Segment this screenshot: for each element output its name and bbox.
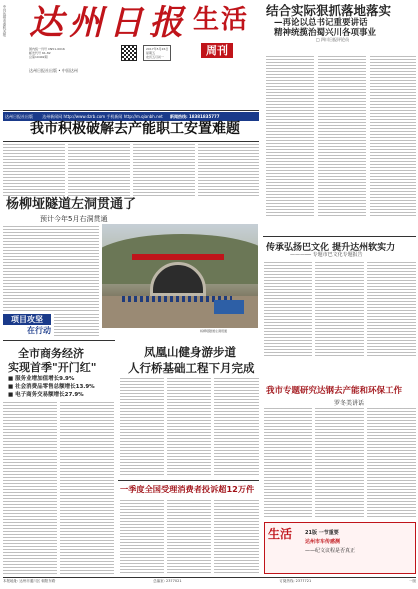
project-label-top: 项目攻坚 bbox=[3, 314, 51, 325]
main-text bbox=[68, 144, 130, 196]
masthead-weekly: 周刊 bbox=[201, 43, 233, 58]
culture-text bbox=[315, 262, 364, 356]
tunnel-subheadline: 预计今年5月右洞贯通 bbox=[40, 215, 108, 223]
culture-text bbox=[367, 262, 416, 356]
tunnel-headline: 杨柳垭隧道左洞贯通了 bbox=[6, 197, 137, 212]
commerce-bullets bbox=[8, 375, 95, 399]
masthead-section: 生活 bbox=[193, 5, 250, 35]
right-byline: □ 四川日报评论员 bbox=[316, 37, 350, 42]
commerce-bullet: ■ 服务业增加值增长9.9% bbox=[8, 376, 75, 382]
main-headline: 我市积极破解去产能职工安置难题 bbox=[30, 121, 240, 137]
commerce-text bbox=[3, 402, 57, 574]
complaint-headline: 一季度全国受理消费者投诉超12万件 bbox=[120, 484, 255, 494]
tunnel-banner bbox=[132, 254, 224, 260]
date-line: 星期五 bbox=[146, 51, 156, 55]
footer-right: 订阅热线: 2377721 bbox=[279, 579, 312, 583]
reform-text bbox=[264, 408, 312, 518]
promo-box bbox=[264, 522, 416, 574]
commerce-bullet: ■ 电子商务交易额增长27.9% bbox=[8, 392, 84, 398]
bar-left: 达州日报社出版 bbox=[5, 114, 33, 119]
complaint-text bbox=[214, 500, 259, 574]
promo-line: ——纪文议程是否真正 bbox=[305, 548, 356, 554]
culture-sub-text: —── 专题市巴文化专题报告 bbox=[300, 252, 363, 258]
right-col-text bbox=[318, 56, 366, 216]
complaint-text bbox=[120, 500, 164, 574]
commerce-headline-2: 实现首季"开门红" bbox=[8, 361, 97, 374]
reform-sub: 罗冬美讲话 bbox=[334, 400, 365, 407]
promo-line: 达州市车传感测 bbox=[305, 539, 341, 545]
section-rule bbox=[3, 340, 115, 341]
date-line: 2017年5月26日 bbox=[146, 47, 169, 51]
culture-dash: —— bbox=[290, 252, 300, 258]
bar-right: 新闻热线: 18381835777 bbox=[169, 114, 220, 119]
reform-headline: 我市专题研究达钢去产能和环保工作 bbox=[266, 386, 403, 396]
promo-line: 21版 一节重要 bbox=[305, 530, 339, 536]
section-rule bbox=[118, 480, 259, 481]
tunnel-text bbox=[3, 226, 99, 312]
footer bbox=[3, 579, 416, 583]
right-headline-2: —再论以总书记重要讲话 bbox=[274, 18, 368, 28]
footer-rule bbox=[3, 577, 416, 578]
phoenix-headline-1: 凤凰山健身游步道 bbox=[144, 345, 236, 359]
headline-rule bbox=[3, 141, 259, 142]
main-text bbox=[198, 144, 259, 196]
right-headline-1: 结合实际狠抓落地落实 bbox=[266, 3, 392, 18]
bar-mid: 达州新闻网 http://www.dzrb.com 手机新闻 http://m.qianbh.net bbox=[42, 114, 163, 119]
commerce-headline-1: 全市商务经济 bbox=[18, 347, 84, 360]
phoenix-text bbox=[167, 378, 211, 476]
promo-logo: 生活 bbox=[268, 527, 293, 541]
qr-code bbox=[121, 45, 137, 61]
masthead-title: 达州日报 bbox=[29, 3, 189, 43]
right-col-text bbox=[370, 56, 416, 216]
project-label bbox=[3, 314, 51, 336]
project-label-bottom: 在行动 bbox=[27, 326, 51, 335]
masthead-divider bbox=[3, 110, 259, 111]
phoenix-headline-2: 人行桥基础工程下月完成 bbox=[128, 361, 255, 375]
reform-text bbox=[315, 408, 364, 518]
issue-info bbox=[29, 47, 65, 59]
commerce-text bbox=[60, 402, 114, 574]
complaint-text bbox=[167, 500, 211, 574]
masthead-slogan: 达州日报社出版 • 中国达州 bbox=[29, 68, 78, 73]
masthead bbox=[3, 3, 259, 108]
tunnel-photo bbox=[102, 224, 258, 328]
culture-headline: 传承弘扬巴文化 提升达州软实力 bbox=[266, 243, 396, 253]
right-header bbox=[266, 3, 416, 53]
section-rule bbox=[263, 236, 416, 237]
main-text bbox=[3, 144, 65, 196]
tunnel-text bbox=[54, 314, 99, 338]
tunnel-truck bbox=[214, 300, 244, 314]
issue-line: 总第10402期 bbox=[29, 55, 48, 59]
phoenix-text bbox=[214, 378, 259, 476]
masthead-side-caption: 中共达州市委机关报 bbox=[3, 5, 7, 37]
footer-left: 本报地址: 达州市通川区 朝阳东路 bbox=[3, 579, 56, 583]
phoenix-text bbox=[120, 378, 164, 476]
right-headline-3: 精神统揽治蜀兴川各项事业 bbox=[274, 28, 377, 38]
right-col-text bbox=[266, 56, 314, 216]
issue-line: 邮发代号 61-82 bbox=[29, 51, 51, 55]
culture-sub bbox=[290, 253, 363, 257]
main-text bbox=[133, 144, 195, 196]
date-box bbox=[143, 45, 171, 61]
footer-mid: 总编室: 2377021 bbox=[153, 579, 182, 583]
photo-caption: 杨柳垭隧道左洞贯通 bbox=[200, 329, 228, 333]
reform-text bbox=[367, 408, 416, 518]
date-line: 农历五月初一 bbox=[146, 55, 165, 59]
footer-page: 一版 bbox=[408, 579, 416, 583]
issue-line: 国内统一刊号 CN51-0016 bbox=[29, 47, 65, 51]
culture-text bbox=[264, 262, 312, 356]
commerce-bullet: ■ 社会消费品零售总额增长13.9% bbox=[8, 384, 95, 390]
promo-lines bbox=[305, 529, 355, 556]
